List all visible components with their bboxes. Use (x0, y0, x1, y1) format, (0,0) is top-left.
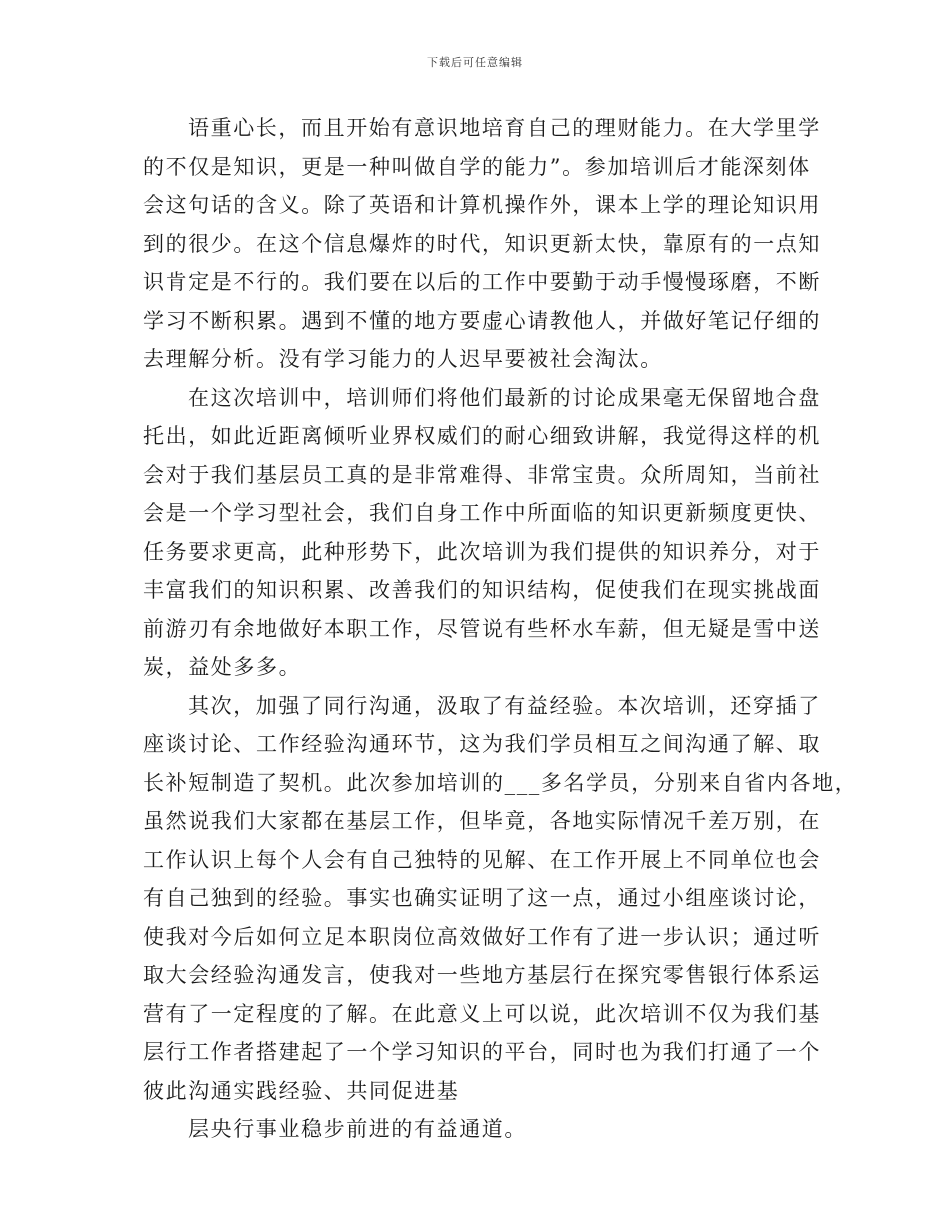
text-line: 会这句话的含义。除了英语和计算机操作外，课本上学的理论知识用 (143, 193, 821, 217)
text-line: 去理解分析。没有学习能力的人迟早要被社会淘汰。 (143, 347, 663, 371)
text-line: 语重心长，而且开始有意识地培育自己的理财能力。在大学里学 (188, 116, 821, 140)
text-line: 识肯定是不行的。我们要在以后的工作中要勤于动手慢慢琢磨，不断 (143, 270, 821, 294)
text-line: 会对于我们基层员工真的是非常难得、非常宝贵。众所周知，当前社 (143, 462, 821, 487)
text-line: 学习不断积累。遇到不懂的地方要虚心请教他人，并做好笔记仔细的 (143, 308, 821, 333)
text-line: 使我对今后如何立足本职岗位高效做好工作有了进一步认识；通过听 (143, 924, 821, 949)
text-line: 有自己独到的经验。事实也确实证明了这一点，通过小组座谈讨论， (143, 886, 821, 910)
text-line: 营有了一定程度的了解。在此意义上可以说，此次培训不仅为我们基 (143, 1001, 821, 1026)
text-line: 到的很少。在这个信息爆炸的时代，知识更新太快，靠原有的一点知 (143, 231, 821, 256)
text-line: 工作认识上每个人会有自己独特的见解、在工作开展上不同单位也会 (143, 847, 821, 872)
text-line: 前游刃有余地做好本职工作，尽管说有些杯水车薪，但无疑是雪中送 (143, 616, 821, 641)
text-line: 托出，如此近距离倾听业界权威们的耐心细致讲解，我觉得这样的机 (143, 424, 821, 448)
text-line: 取大会经验沟通发言，使我对一些地方基层行在探究零售银行体系运 (143, 963, 821, 987)
text-line: 层行工作者搭建起了一个学习知识的平台，同时也为我们打通了一个 (143, 1040, 821, 1064)
text-line: 炭，益处多多。 (143, 655, 302, 679)
text-line: 长补短制造了契机。此次参加培训的___多名学员，分别来自省内各地， (143, 770, 858, 795)
page-header: 下载后可任意编辑 (427, 56, 523, 69)
text-line: 会是一个学习型社会，我们自身工作中所面临的知识更新频度更快、 (143, 501, 821, 525)
text-line: 座谈讨论、工作经验沟通环节，这为我们学员相互之间沟通了解、取 (143, 732, 821, 756)
text-line: 在这次培训中，培训师们将他们最新的讨论成果毫无保留地合盘 (188, 385, 821, 410)
text-line: 丰富我们的知识积累、改善我们的知识结构，促使我们在现实挑战面 (143, 578, 821, 602)
text-line: 其次，加强了同行沟通，汲取了有益经验。本次培训，还穿插了 (188, 693, 821, 718)
text-line: 任务要求更高，此种形势下，此次培训为我们提供的知识养分，对于 (143, 539, 821, 564)
text-line: 层央行事业稳步前进的有益通道。 (188, 1117, 527, 1141)
text-line: 虽然说我们大家都在基层工作，但毕竟，各地实际情况千差万别，在 (143, 809, 821, 833)
text-line: 彼此沟通实践经验、共同促进基 (143, 1078, 460, 1103)
text-line: 的不仅是知识，更是一种叫做自学的能力”。参加培训后才能深刻体 (143, 154, 811, 179)
body-text (143, 109, 858, 1149)
